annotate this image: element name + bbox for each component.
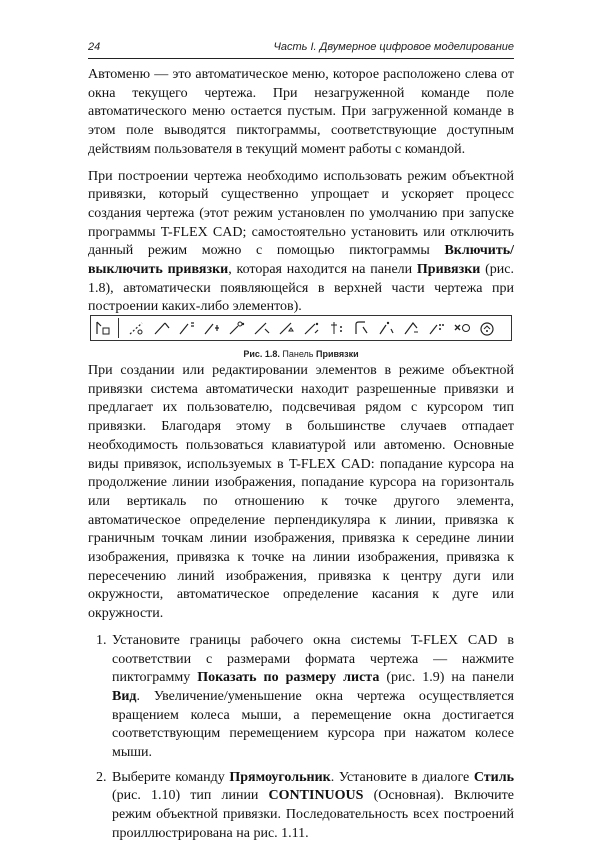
snap-node-icon — [375, 317, 399, 339]
list-number: 2. — [96, 769, 107, 785]
paragraph-automenu: Автоменю — это автоматическое меню, которое расположено слева от окна текущего чертежа. При незагруженной команде поле автоматического меню остается пустым. При загруженной команде в этом поле выводятся пиктограммы, соответствующие доступным действиям пользователя в текущий момент работы с командой. — [88, 67, 514, 157]
text-run: (рис. 1.10) тип линии — [112, 788, 269, 804]
bold-term: Показать по размеру листа — [197, 670, 380, 686]
snap-cancel-icon — [450, 317, 474, 339]
snaps-toolbar-figure — [90, 315, 512, 341]
snap-grid-icon — [425, 317, 449, 339]
snap-midpoint-icon — [250, 317, 274, 339]
bold-term: Вид — [112, 688, 137, 704]
text-run: , которая находится на панели — [228, 262, 417, 278]
list-item — [88, 769, 514, 844]
snap-settings-icon — [475, 317, 499, 339]
bold-term-toggle-snaps: Включить/выключить привязки — [88, 243, 514, 278]
figure-caption — [88, 349, 514, 359]
snap-point-on-line-icon — [275, 317, 299, 339]
bold-term: Прямоугольник — [229, 769, 331, 785]
paragraph-snapping — [88, 168, 514, 318]
text-run: (Основная). Включите режим объектной привязки. Последовательность всех построений проиллюстрирована на рис. 1.11. — [112, 788, 514, 841]
text-run: . Установите в диалоге — [330, 769, 474, 785]
text-run: Установите границы рабочего окна системы T-FLEX CAD в соответствии с размерами формата чертежа — нажмите пиктограмму — [112, 632, 514, 686]
text-run: Выберите команду — [112, 769, 230, 785]
numbered-steps — [88, 632, 514, 844]
list-item — [88, 632, 514, 763]
snap-line-extension-icon — [125, 317, 149, 339]
bold-term: CONTINUOUS — [268, 788, 364, 804]
snap-toggle-icon — [91, 317, 115, 339]
caption-text: Панель — [282, 349, 314, 359]
bold-term-snaps-panel: Привязки — [416, 262, 481, 278]
text-run: . Увеличение/уменьшение окна чертежа осуществляется вращением колеса мыши, а перемещение окна достигается соответствующим перемещением курсора при нажатом колесе мыши. — [112, 688, 514, 761]
snap-vertical-icon — [175, 317, 199, 339]
running-title: Часть I. Двумерное цифровое моделирование — [273, 41, 514, 53]
text-run: При построении чертежа необходимо использовать режим объектной привязки, который существенно упрощает и ускоряет процесс создания чертежа (этот режим установлен по умолчанию при запуске программы T-FLEX CAD; самостоятельно установить или отключить данный режим можно с помощью пиктограммы — [88, 168, 514, 259]
caption-number: Рис. 1.8. — [243, 349, 280, 359]
list-number: 1. — [96, 632, 107, 648]
text-run: (рис. 1.8), автоматически появляющейся в верхней части чертежа при построении каких-либо элементов). — [88, 262, 514, 315]
text-block-bottom — [88, 362, 514, 850]
text-block-top — [88, 66, 514, 317]
page-number: 24 — [88, 41, 101, 53]
snap-tangent-icon — [350, 317, 374, 339]
running-header — [88, 40, 514, 59]
snap-center-icon — [325, 317, 349, 339]
toolbar-separator — [118, 318, 119, 338]
snap-endpoint-icon — [225, 317, 249, 339]
bold-term: Стиль — [473, 769, 514, 785]
text-run: (рис. 1.9) на панели — [379, 670, 514, 686]
caption-bold-term: Привязки — [316, 349, 359, 359]
snap-intersection-icon — [300, 317, 324, 339]
snap-horizontal-icon — [150, 317, 174, 339]
paragraph-snap-types: При создании или редактировании элементов в режиме объектной привязки система автоматически находит разрешенные привязки и предлагает их пользователю, подсвечивая рядом с курсором тип привязки. Благодаря этому в большинстве случаев отпадает необходимость пользоваться клавиатурой или автоменю. Основные виды привязок, используемых в T-FLEX CAD: попадание курсора на продолжение линии изображения, попадание курсора на горизонталь или вертикаль по отношению к точке другого элемента, автоматическое определение перпендикуляра к линии, привязка к граничным точкам линии изображения, привязка к середине линии изображения, привязка к точке на линии изображения, привязка к пересечению линий изображения, привязка к центру дуги или окружности, автоматическое определение касания к дуге или окружности. — [88, 363, 514, 622]
snap-perpendicular-icon — [200, 317, 224, 339]
snap-angle-icon — [400, 317, 424, 339]
